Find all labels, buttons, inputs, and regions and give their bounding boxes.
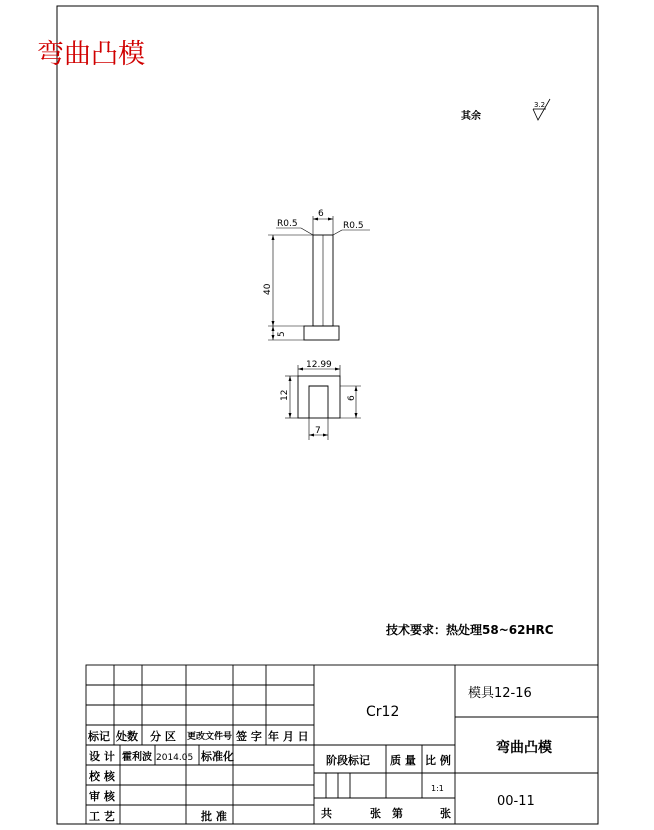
dim-radius-left: R0.5 [277, 219, 298, 229]
dim-top-view-bottom: 7 [315, 426, 321, 436]
sheets-label: 张 [370, 807, 381, 820]
check-label: 校 核 [89, 770, 115, 783]
dim-radius-right: R0.5 [343, 221, 364, 231]
scale-label: 比 例 [425, 754, 451, 767]
dim-top-view-right: 6 [347, 395, 357, 401]
front-view-arrows [272, 218, 334, 341]
dim-height: 40 [263, 283, 273, 295]
roughness-value: 3.2 [534, 101, 546, 109]
dim-base: 5 [277, 331, 287, 337]
design-label: 设 计 [89, 750, 115, 763]
top-view [298, 376, 340, 418]
top-view-arrows [289, 368, 358, 437]
header-change-doc: 更改文件号 [187, 732, 233, 742]
process-label: 工 艺 [89, 810, 115, 823]
front-view [304, 235, 339, 340]
mold-number: 模具12-16 [468, 686, 532, 701]
approve-label: 批 准 [201, 810, 227, 823]
standardization-label: 标准化 [201, 750, 234, 763]
header-date: 年 月 日 [268, 730, 309, 743]
sheet-no-label: 第 [392, 807, 403, 820]
designer-name: 霍利波 [122, 752, 152, 763]
material: Cr12 [366, 704, 400, 720]
design-date: 2014.05 [156, 753, 194, 763]
header-count: 处数 [116, 730, 138, 743]
header-mark: 标记 [88, 730, 110, 743]
header-zone: 分 区 [150, 730, 176, 743]
weight-label: 质 量 [390, 754, 416, 767]
scale-value: 1:1 [431, 784, 444, 793]
dim-top-view-width: 12.99 [306, 360, 332, 370]
drawing-frame [57, 6, 598, 824]
surface-note: 其余 [461, 111, 481, 122]
part-name: 弯曲凸模 [496, 740, 552, 756]
tech-requirements: 技术要求：热处理58~62HRC [386, 623, 554, 637]
dim-top-view-left: 12 [280, 389, 290, 401]
total-label: 共 [321, 807, 332, 820]
red-title: 弯曲凸模 [37, 39, 145, 70]
sheet-label-2: 张 [440, 807, 451, 820]
dim-top-width: 6 [318, 209, 324, 219]
review-label: 审 核 [89, 790, 115, 803]
drawing-number: 00-11 [497, 794, 535, 809]
header-signature: 签 字 [236, 730, 262, 743]
stage-mark-label: 阶段标记 [326, 754, 370, 767]
